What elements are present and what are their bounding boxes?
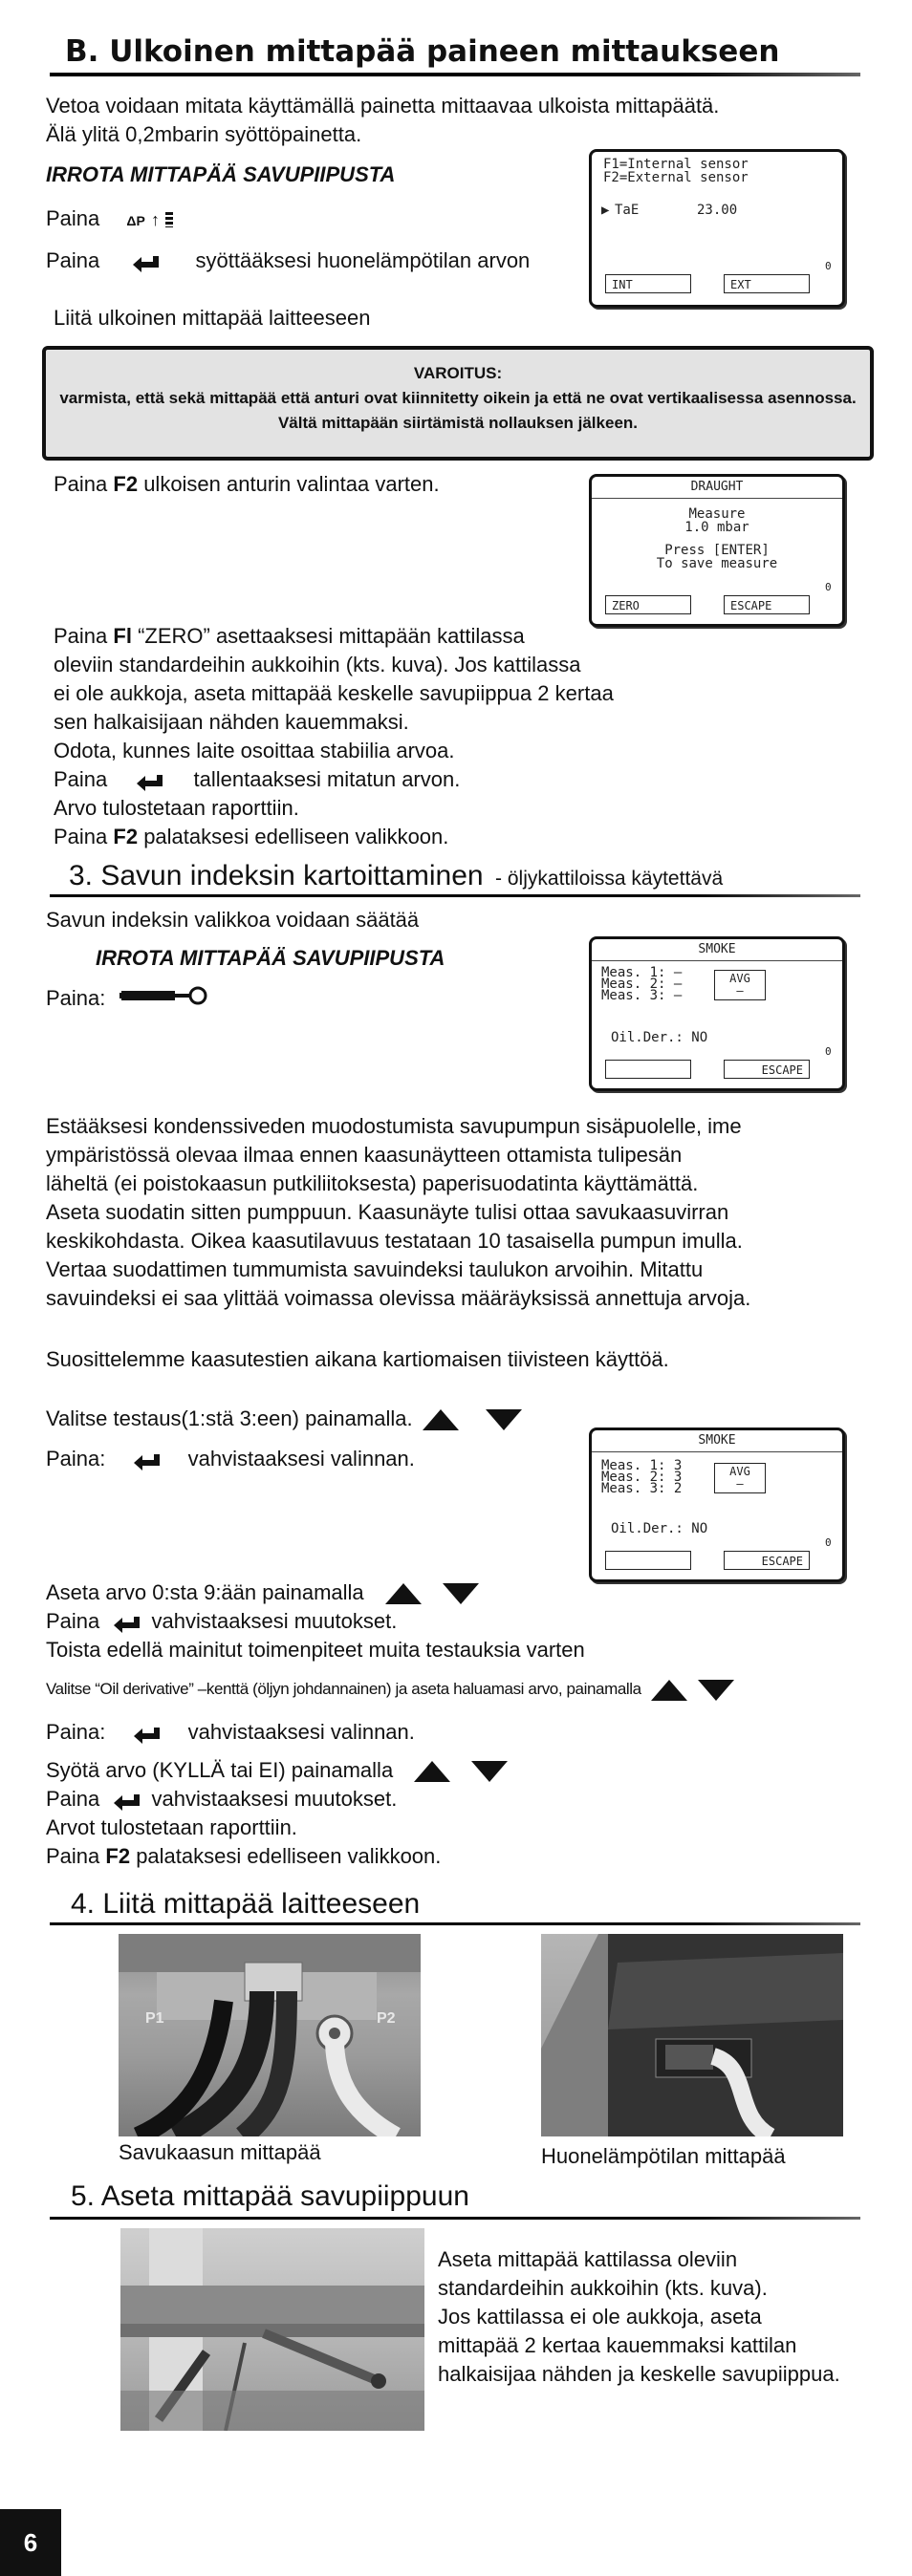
press-label-2: Paina <box>46 248 100 272</box>
down-arrow-icon <box>471 1761 508 1782</box>
bars-icon <box>165 212 173 227</box>
section-4-rule <box>50 1922 860 1925</box>
save-text: tallentaaksesi mitatun arvon. <box>193 767 461 791</box>
zero-line-7: Arvo tulostetaan raporttiin. <box>54 796 299 820</box>
screen-side-mark: 0 <box>825 1536 832 1549</box>
chimney-line-2: standardeihin aukkoihin (kts. kuva). <box>438 2276 768 2300</box>
sensor-select-screen <box>589 149 845 308</box>
draught-press-enter: Press [ENTER] <box>664 543 770 558</box>
zero-pre: Paina <box>54 624 114 648</box>
confirm-selection-line-2 <box>46 1718 415 1747</box>
set-value-text: Aseta arvo 0:sta 9:ään painamalla <box>46 1580 364 1604</box>
draught-screen <box>589 474 845 627</box>
screen-row-label: TaE <box>615 203 640 218</box>
back-post: palataksesi edelliseen valikkoon. <box>130 1844 442 1868</box>
oil-derivative: Oil.Der.: NO <box>611 1521 708 1536</box>
draught-save: To save measure <box>656 556 778 571</box>
confirm-text: vahvistaaksesi valinnan. <box>187 1447 415 1470</box>
screen-side-mark: 0 <box>825 260 832 272</box>
draught-title: DRAUGHT <box>592 477 842 499</box>
enter-value-text: Syötä arvo (KYLLÄ tai EI) painamalla <box>46 1758 394 1782</box>
smoke-pump-icon <box>119 984 215 1015</box>
enter-icon <box>113 1791 141 1810</box>
confirm-changes-line-2 <box>46 1785 397 1814</box>
section-4-title: 4. Liitä mittapää laitteeseen <box>71 1888 421 1920</box>
press-dp-line <box>46 204 173 235</box>
enter-icon <box>133 1724 162 1743</box>
smoke-adjust-line: Savun indeksin valikkoa voidaan säätää <box>46 908 420 932</box>
room-temp-caption: Huonelämpötilan mittapää <box>541 2144 786 2168</box>
softkey-int[interactable]: INT <box>605 274 691 293</box>
enter-icon <box>132 252 161 271</box>
back-line <box>46 1842 441 1871</box>
oil-field-line <box>46 1680 734 1701</box>
para-line-2: ympäristössä olevaa ilmaa ennen kaasunäytteen ottamista tulipesän <box>46 1143 683 1167</box>
port-p2-label: P2 <box>377 2010 396 2027</box>
chimney-line-3: Jos kattilassa ei ole aukkoja, aseta <box>438 2305 762 2329</box>
port-p1-label: P1 <box>145 2010 164 2027</box>
f2-pre: Paina <box>54 472 114 496</box>
f2-external-line <box>54 470 440 499</box>
section-3-title: 3. Savun indeksin kartoittaminen <box>69 860 484 891</box>
avg-label: AVG <box>729 972 750 985</box>
back-pre: Paina <box>54 825 114 848</box>
smoke-screen-filled <box>589 1428 845 1582</box>
select-test-line <box>46 1405 522 1433</box>
warning-box <box>42 346 874 461</box>
press-pump-label: Paina: <box>46 986 106 1010</box>
softkey-escape[interactable]: ESCAPE <box>724 595 810 614</box>
press-label-3: Paina: <box>46 1447 106 1470</box>
softkey-escape[interactable]: ESCAPE <box>724 1551 810 1570</box>
confirm-selection-line <box>46 1445 415 1473</box>
avg-label: AVG <box>729 1465 750 1478</box>
meas-2: Meas. 2: 3 <box>601 1470 683 1485</box>
repeat-line: Toista edellä mainitut toimenpiteet muita testauksia varten <box>46 1638 585 1662</box>
back-pre: Paina <box>46 1844 106 1868</box>
avg-value: – <box>736 984 744 998</box>
page-number-tab <box>0 2509 61 2576</box>
down-arrow-icon <box>486 1409 522 1430</box>
screen-side-mark: 0 <box>825 1045 832 1058</box>
para-line-4: Aseta suodatin sitten pumppuun. Kaasunäyte tulisi ottaa savukaasuvirran <box>46 1200 729 1224</box>
chimney-probe-photo <box>120 2228 424 2431</box>
screen-side-mark: 0 <box>825 581 832 593</box>
press-label-5: Paina: <box>46 1720 106 1744</box>
para-line-6: Vertaa suodattimen tummumista savuindeksi taulukon arvoihin. Mitattu <box>46 1257 704 1281</box>
remove-probe-note: IRROTA MITTAPÄÄ SAVUPIIPUSTA <box>46 162 396 186</box>
oil-derivative: Oil.Der.: NO <box>611 1030 708 1045</box>
page-number: 6 <box>23 2528 38 2557</box>
chimney-line-4: mittapää 2 kertaa kauemmaksi kattilan <box>438 2333 797 2357</box>
confirm-changes-text: vahvistaaksesi muutokset. <box>151 1609 398 1633</box>
section-5-title: 5. Aseta mittapää savupiippuun <box>71 2180 469 2212</box>
screen-row-cursor-icon: ▶ <box>601 203 610 218</box>
press-label: Paina <box>46 206 100 230</box>
warning-line-1: varmista, että sekä mittapää että anturi ovat kiinnitetty oikein ja että ne ovat vertikaalisessa asennossa. <box>59 389 857 407</box>
avg-value: – <box>736 1477 744 1491</box>
printed-line: Arvot tulostetaan raporttiin. <box>46 1815 297 1839</box>
avg-box <box>714 970 766 1000</box>
softkey-empty[interactable] <box>605 1551 691 1570</box>
softkey-ext[interactable]: EXT <box>724 274 810 293</box>
flue-gas-caption: Savukaasun mittapää <box>119 2140 321 2164</box>
up-arrow-icon <box>423 1409 459 1430</box>
f2-post: ulkoisen anturin valintaa varten. <box>138 472 440 496</box>
f2-key: F2 <box>113 825 139 848</box>
up-arrow-icon <box>385 1583 422 1604</box>
confirm-text-2: vahvistaaksesi valinnan. <box>187 1720 415 1744</box>
zero-line-2: oleviin standardeihin aukkoihin (kts. kuva). Jos kattilassa <box>54 653 581 676</box>
down-arrow-icon <box>698 1680 734 1701</box>
enter-yes-no-line <box>46 1756 508 1785</box>
flue-gas-probe-photo <box>119 1934 421 2136</box>
draught-measure: Measure <box>688 506 746 522</box>
screen-line-internal: F1=Internal sensor <box>603 157 749 172</box>
section-3-subtitle: - öljykattiloissa käytettävä <box>495 868 724 890</box>
screen-row-value: 23.00 <box>697 203 738 218</box>
press-pump-line <box>46 984 215 1015</box>
fl-key: Fl <box>113 624 132 648</box>
para-line-1: Estääksesi kondenssiveden muodostumista savupumpun sisäpuolelle, ime <box>46 1114 742 1138</box>
meas-1: Meas. 1: – <box>601 965 683 980</box>
meas-3: Meas. 3: 2 <box>601 1481 683 1496</box>
zero-post: “ZERO” asettaaksesi mittapään kattilassa <box>131 624 525 648</box>
smoke-title: SMOKE <box>592 1430 842 1452</box>
press-label-6: Paina <box>46 1787 100 1811</box>
screen-line-external: F2=External sensor <box>603 170 749 185</box>
room-temp-probe-photo <box>541 1934 843 2136</box>
f2-key: F2 <box>105 1844 131 1868</box>
chimney-line-5: halkaisijaa nähden ja keskelle savupiippua. <box>438 2362 840 2386</box>
intro-line-1: Vetoa voidaan mitata käyttämällä painetta mittaavaa ulkoista mittapäätä. <box>46 94 720 118</box>
zero-line-1 <box>54 622 525 651</box>
para-line-8: Suosittelemme kaasutestien aikana kartiomaisen tiivisteen käyttöä. <box>46 1347 669 1371</box>
section-3-rule <box>50 894 860 897</box>
enter-icon <box>136 771 164 790</box>
title-rule <box>50 73 860 76</box>
connect-probe-line: Liitä ulkoinen mittapää laitteeseen <box>54 306 371 330</box>
softkey-escape[interactable]: ESCAPE <box>724 1060 810 1079</box>
f2-key: F2 <box>113 472 139 496</box>
chimney-line-1: Aseta mittapää kattilassa oleviin <box>438 2247 738 2271</box>
down-arrow-icon <box>443 1583 479 1604</box>
set-value-line <box>46 1578 479 1607</box>
delta-p-key: ΔP <box>126 213 145 228</box>
smoke-title: SMOKE <box>592 939 842 961</box>
smoke-screen-empty <box>589 936 845 1091</box>
softkey-zero[interactable]: ZERO <box>605 595 691 614</box>
confirm-changes-text-2: vahvistaaksesi muutokset. <box>151 1787 398 1811</box>
zero-line-8 <box>54 823 448 851</box>
para-line-7: savuindeksi ei saa ylittää voimassa olevissa määräyksissä annettuja arvoja. <box>46 1286 751 1310</box>
meas-2: Meas. 2: – <box>601 977 683 992</box>
warning-title: VAROITUS: <box>413 364 503 382</box>
avg-box <box>714 1463 766 1493</box>
enter-icon <box>133 1450 162 1470</box>
para-line-5: keskikohdasta. Oikea kaasutilavuus testataan 10 tasaisella pumpun imulla. <box>46 1229 743 1253</box>
oil-field-text: Valitse “Oil derivative” –kenttä (öljyn johdannainen) ja aseta haluamasi arvo, painamalla <box>46 1680 641 1699</box>
meas-1: Meas. 1: 3 <box>601 1458 683 1473</box>
select-test-text: Valitse testaus(1:stä 3:een) painamalla. <box>46 1406 413 1430</box>
intro-line-2: Älä ylitä 0,2mbarin syöttöpainetta. <box>46 122 362 146</box>
save-press-label: Paina <box>54 767 108 791</box>
enter-room-temp-text: syöttääksesi huonelämpötilan arvon <box>195 248 531 272</box>
press-label-4: Paina <box>46 1609 100 1633</box>
enter-icon <box>113 1613 141 1632</box>
para-line-3: läheltä (ei poistokaasun putkiliitoksesta) paperisuodatinta käyttämättä. <box>46 1171 699 1195</box>
warning-line-2: Vältä mittapään siirtämistä nollauksen jälkeen. <box>277 414 639 432</box>
arrow-up-icon: ↑ <box>150 210 160 229</box>
softkey-empty[interactable] <box>605 1060 691 1079</box>
zero-line-4: sen halkaisijaan nähden kauemmaksi. <box>54 710 409 734</box>
zero-line-6 <box>54 765 460 794</box>
up-arrow-icon <box>414 1761 450 1782</box>
section-5-rule <box>50 2217 860 2220</box>
draught-value: 1.0 mbar <box>684 520 749 535</box>
section-b-title: B. Ulkoinen mittapää paineen mittaukseen <box>65 34 780 69</box>
up-arrow-icon <box>651 1680 687 1701</box>
confirm-changes-line <box>46 1607 397 1636</box>
section-3-heading <box>69 860 723 892</box>
back-post: palataksesi edelliseen valikkoon. <box>138 825 449 848</box>
press-enter-line <box>46 247 530 275</box>
meas-3: Meas. 3: – <box>601 988 683 1003</box>
zero-line-5: Odota, kunnes laite osoittaa stabiilia arvoa. <box>54 739 455 762</box>
zero-line-3: ei ole aukkoja, aseta mittapää keskelle savupiippua 2 kertaa <box>54 681 614 705</box>
remove-probe-note-2: IRROTA MITTAPÄÄ SAVUPIIPUSTA <box>96 946 445 970</box>
